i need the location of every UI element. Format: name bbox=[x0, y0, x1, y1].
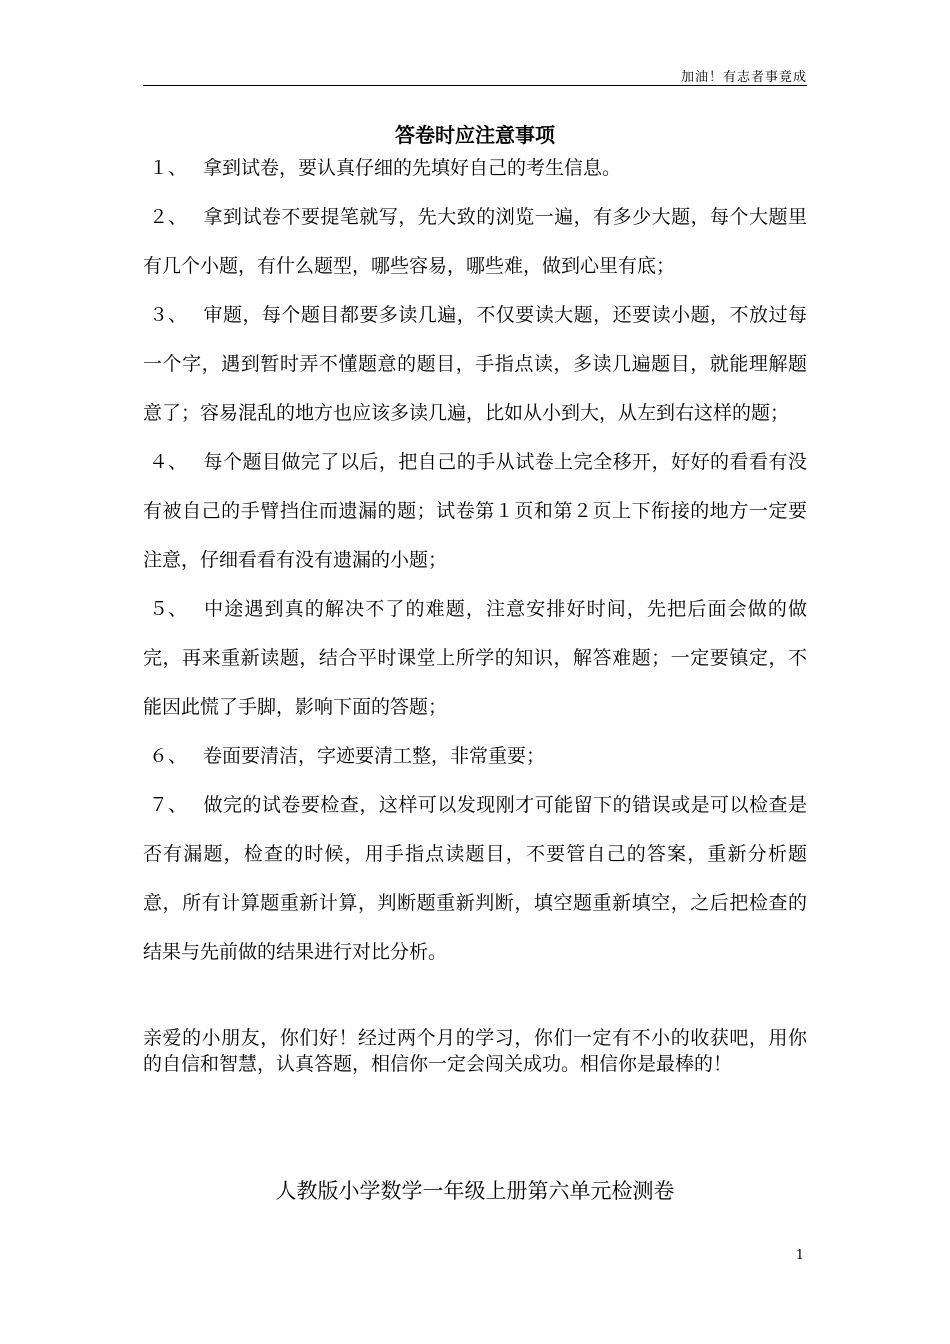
header-rule bbox=[143, 85, 807, 86]
notice-item-number: ５、 bbox=[149, 598, 188, 620]
notice-item-text: 做完的试卷要检查，这样可以发现刚才可能留下的错误或是可以检查是否有漏题，检查的时候，用手指点读题目，不要管自己的答案，重新分析题意，所有计算题重新计算，判断题重新判断，填空题重新填空，之后把检查的结果与先前做的结果进行对比分析。 bbox=[143, 794, 807, 963]
notice-item-number: ３、 bbox=[149, 304, 188, 326]
notice-item-text: 拿到试卷，要认真仔细的先填好自己的考生信息。 bbox=[203, 157, 622, 179]
notice-item-number: ２、 bbox=[149, 206, 188, 228]
notice-item-text: 每个题目做完了以后，把自己的手从试卷上完全移开，好好的看看有没有被自己的手臂挡住而遗漏的题；试卷第１页和第２页上下衔接的地方一定要注意，仔细看看有没有遗漏的小题； bbox=[143, 451, 807, 571]
notice-item-7 bbox=[143, 781, 807, 977]
notice-item-6 bbox=[143, 732, 807, 781]
test-title: 人教版小学数学一年级上册第六单元检测卷 bbox=[275, 1179, 675, 1203]
notice-item-4 bbox=[143, 438, 807, 585]
notice-item-3 bbox=[143, 291, 807, 438]
header-slogan: 加油！有志者事竟成 bbox=[680, 70, 807, 85]
notice-item-number: ６、 bbox=[149, 745, 188, 767]
notice-item-text: 中途遇到真的解决不了的难题，注意安排好时间，先把后面会做的做完，再来重新读题，结合平时课堂上所学的知识，解答难题；一定要镇定，不能因此慌了手脚，影响下面的答题； bbox=[143, 598, 807, 718]
notice-item-5 bbox=[143, 585, 807, 732]
page-number: 1 bbox=[795, 1248, 804, 1263]
notice-item-text: 审题，每个题目都要多读几遍，不仅要读大题，还要读小题，不放过每一个字，遇到暂时弄不懂题意的题目，手指点读，多读几遍题目，就能理解题意了；容易混乱的地方也应该多读几遍，比如从小到大，从左到右这样的题； bbox=[143, 304, 807, 424]
notice-item-text: 卷面要清洁，字迹要清工整，非常重要； bbox=[203, 745, 546, 767]
notice-title: 答卷时应注意事项 bbox=[395, 123, 555, 147]
greeting-paragraph: 亲爱的小朋友，你们好！经过两个月的学习，你们一定有不小的收获吧，用你的自信和智慧，认真答题，相信你一定会闯关成功。相信你是最棒的！ bbox=[143, 1027, 807, 1075]
notice-item-number: ４、 bbox=[149, 451, 188, 473]
notice-list bbox=[143, 144, 807, 977]
notice-item-text: 拿到试卷不要提笔就写，先大致的浏览一遍，有多少大题，每个大题里有几个小题，有什么题型，哪些容易，哪些难，做到心里有底； bbox=[143, 206, 807, 277]
notice-item-number: １、 bbox=[149, 157, 188, 179]
notice-item-number: ７、 bbox=[149, 794, 188, 816]
notice-item-1 bbox=[143, 144, 807, 193]
notice-item-2 bbox=[143, 193, 807, 291]
